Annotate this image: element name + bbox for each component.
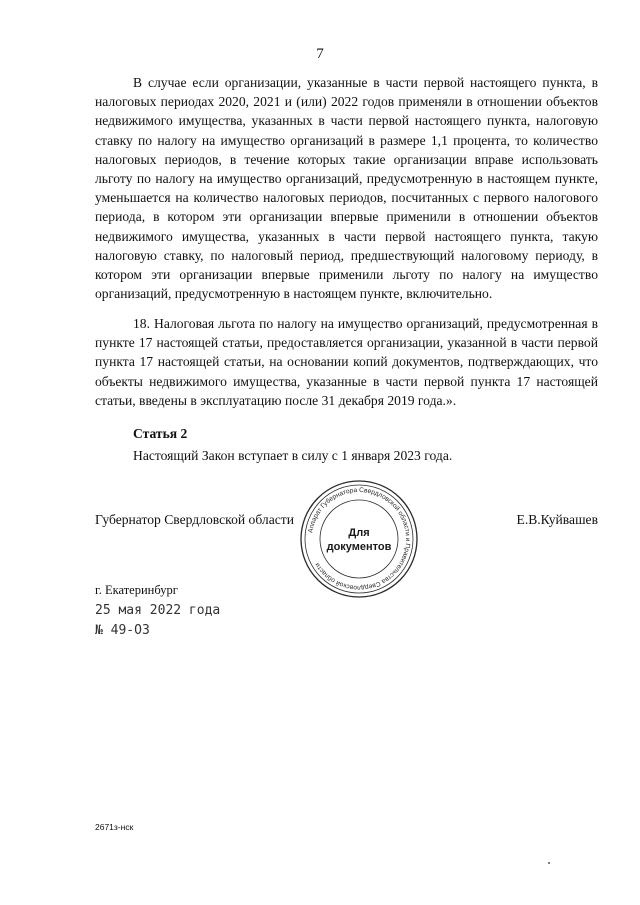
paragraph-2: 18. Налоговая льгота по налогу на имущество организаций, предусмотренная в пункте 17 настоящей статьи, предоставляется организации, указанной в части первой пункта 17 настоящей статьи, на основании копий документов, подтверждающих, что объекты недвижимого имущества, указанные в части первой пункта 17 настоящей статьи, введены в эксплуатацию после 31 декабря 2019 года.». [95,316,598,408]
page-number: 7 [316,46,324,62]
scan-speck [548,862,550,864]
stamp-center-line-1: Для [348,527,370,539]
issuance-city: г. Екатеринбург [95,583,178,597]
official-stamp [298,478,420,600]
signatory-name: Е.В.Куйвашев [516,512,598,527]
issuance-date: 25 мая 2022 года [95,603,221,618]
stamp-center-line-2: документов [326,541,392,553]
stamp-ring-text: Аппарат Губернатора Свердловской области и Правительства Свердловской области [307,486,412,592]
signatory-position: Губернатор Свердловской области [95,512,294,527]
article-heading: Статья 2 [133,426,188,441]
paragraph-1: В случае если организации, указанные в части первой настоящего пункта, в налоговых периодах 2020, 2021 и (или) 2022 годов применяли в отношении объектов недвижимого имущества, указанных в части первой настоящего пункта, налоговую ставку по налогу на имущество организаций в размере 1,1 процента, то количество налоговых периодов, в течение которых такие организации вправе использовать льготу по налогу на имущество организаций, предусмотренную в настоящем пункте, уменьшается на количество налоговых периодов, посчитанных с первого налогового периода, в котором эти организации впервые применили в отношении объектов недвижимого имущества, указанных в части первой настоящего пункта, такую налоговую ставку, по налоговый период, предшествующий налоговому периоду, в котором эти организации впервые применили льготу по налогу на имущество организаций, предусмотренную в настоящем пункте, включительно. [95,75,598,302]
law-number: № 49-ОЗ [95,623,150,638]
footer-code: 2671з-нск [95,822,134,832]
article-text: Настоящий Закон вступает в силу с 1 января 2023 года. [133,448,453,463]
